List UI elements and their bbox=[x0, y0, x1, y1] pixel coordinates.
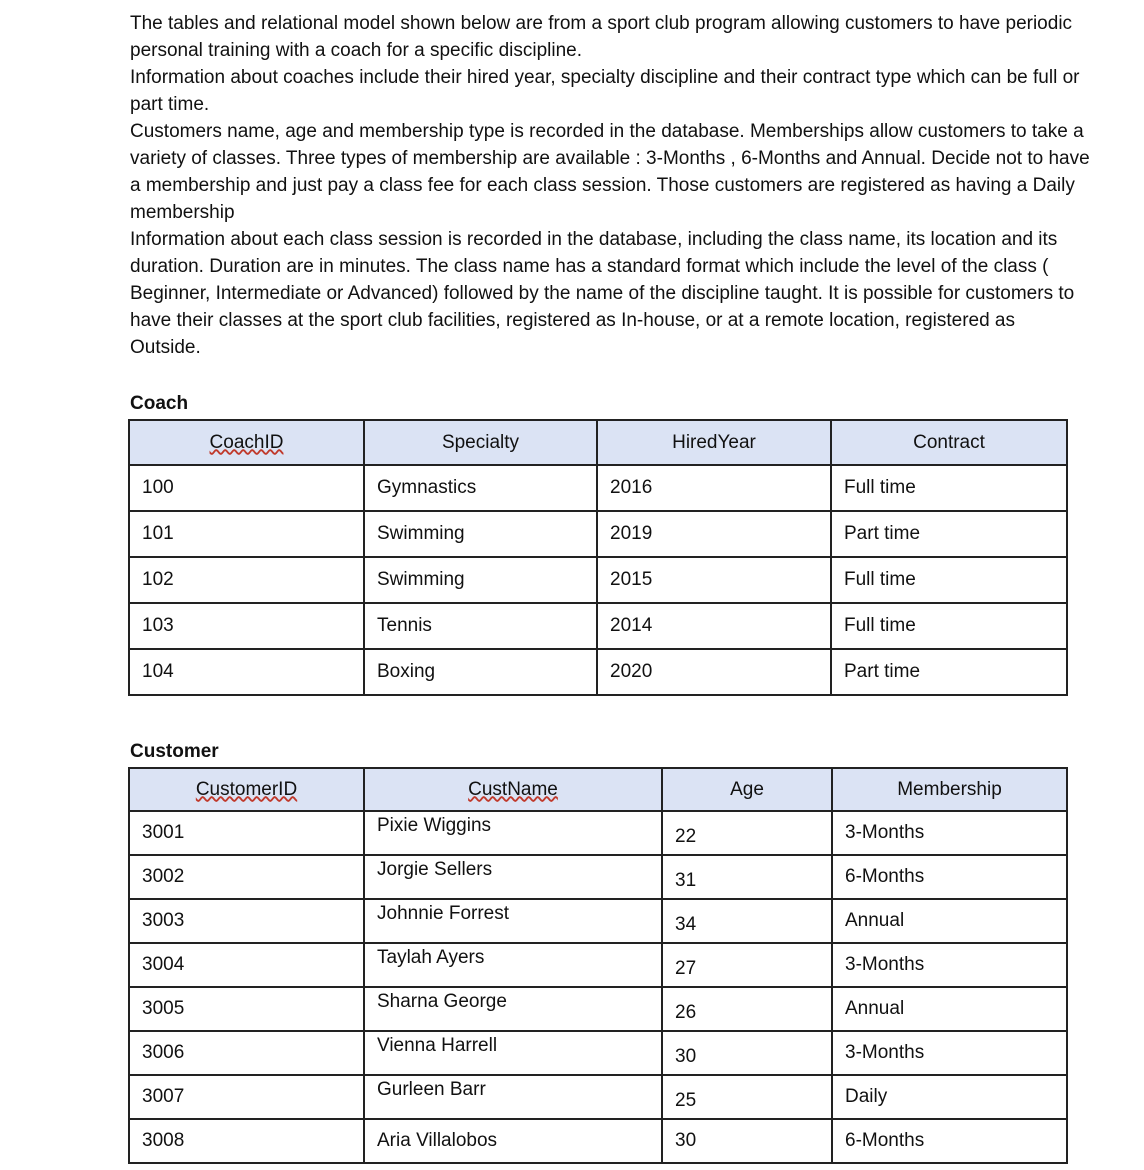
column-header-age: Age bbox=[662, 768, 832, 811]
cell-hiredyear: 2016 bbox=[597, 465, 831, 511]
cell-age: 25 bbox=[662, 1075, 832, 1119]
cell-age: 22 bbox=[662, 811, 832, 855]
cell-customerid: 3006 bbox=[129, 1031, 364, 1075]
cell-hiredyear: 2014 bbox=[597, 603, 831, 649]
cell-customerid: 3004 bbox=[129, 943, 364, 987]
cell-contract: Part time bbox=[831, 511, 1067, 557]
cell-membership: 3-Months bbox=[832, 943, 1067, 987]
cell-contract: Full time bbox=[831, 465, 1067, 511]
cell-customerid: 3007 bbox=[129, 1075, 364, 1119]
primary-key-label: CustomerID bbox=[195, 778, 298, 800]
primary-key-label: CoachID bbox=[209, 431, 284, 453]
cell-customerid: 3003 bbox=[129, 899, 364, 943]
table-row bbox=[129, 855, 1067, 899]
cell-membership: Annual bbox=[832, 987, 1067, 1031]
cell-membership: Daily bbox=[832, 1075, 1067, 1119]
table-header-row bbox=[129, 420, 1067, 465]
table-row bbox=[129, 511, 1067, 557]
cell-custname: Gurleen Barr bbox=[364, 1075, 662, 1119]
column-header-membership: Membership bbox=[832, 768, 1067, 811]
cell-membership: 6-Months bbox=[832, 855, 1067, 899]
cell-specialty: Boxing bbox=[364, 649, 597, 695]
cell-age: 30 bbox=[662, 1031, 832, 1075]
cell-age: 30 bbox=[662, 1119, 832, 1163]
table-row bbox=[129, 557, 1067, 603]
cell-contract: Part time bbox=[831, 649, 1067, 695]
cell-hiredyear: 2019 bbox=[597, 511, 831, 557]
cell-age: 31 bbox=[662, 855, 832, 899]
coach-table-caption: Coach bbox=[130, 393, 189, 414]
table-row bbox=[129, 1075, 1067, 1119]
cell-customerid: 3005 bbox=[129, 987, 364, 1031]
table-row bbox=[129, 465, 1067, 511]
table-row bbox=[129, 649, 1067, 695]
table-row bbox=[129, 811, 1067, 855]
cell-custname: Vienna Harrell bbox=[364, 1031, 662, 1075]
cell-membership: 3-Months bbox=[832, 1031, 1067, 1075]
cell-custname: Johnnie Forrest bbox=[364, 899, 662, 943]
cell-membership: Annual bbox=[832, 899, 1067, 943]
intro-paragraph: Information about each class session is recorded in the database, including the class name, its location and its duration. Duration are in minutes. The class name has a standard format which include the level of the class ( Beginner, Intermediate or Advanced) followed by the name of the discipline taught. It is possible for customers to have their classes at the sport club facilities, registered as In-house, or at a remote location, registered as Outside. bbox=[130, 229, 1075, 358]
cell-age: 26 bbox=[662, 987, 832, 1031]
cell-specialty: Swimming bbox=[364, 511, 597, 557]
cell-customerid: 3008 bbox=[129, 1119, 364, 1163]
cell-contract: Full time bbox=[831, 557, 1067, 603]
intro-paragraph: Customers name, age and membership type is recorded in the database. Memberships allow customers to take a variety of classes. Three types of membership are available : 3-Months , 6-Months and Annual. Decide not to have a membership and just pay a class fee for each class session. Those customers are registered as having a Daily membership bbox=[130, 121, 1090, 223]
cell-customerid: 3001 bbox=[129, 811, 364, 855]
cell-membership: 6-Months bbox=[832, 1119, 1067, 1163]
table-row bbox=[129, 1031, 1067, 1075]
cell-specialty: Gymnastics bbox=[364, 465, 597, 511]
key-label: CustName bbox=[468, 778, 558, 800]
cell-custname: Taylah Ayers bbox=[364, 943, 662, 987]
cell-custname: Sharna George bbox=[364, 987, 662, 1031]
cell-hiredyear: 2020 bbox=[597, 649, 831, 695]
column-header-coachid bbox=[129, 420, 364, 465]
cell-custname: Pixie Wiggins bbox=[364, 811, 662, 855]
column-header-contract: Contract bbox=[831, 420, 1067, 465]
table-header-row bbox=[129, 768, 1067, 811]
table-row bbox=[129, 603, 1067, 649]
cell-custname: Jorgie Sellers bbox=[364, 855, 662, 899]
cell-specialty: Swimming bbox=[364, 557, 597, 603]
column-header-customerid bbox=[129, 768, 364, 811]
cell-contract: Full time bbox=[831, 603, 1067, 649]
table-row bbox=[129, 987, 1067, 1031]
cell-coachid: 102 bbox=[129, 557, 364, 603]
cell-age: 34 bbox=[662, 899, 832, 943]
column-header-hiredyear: HiredYear bbox=[597, 420, 831, 465]
intro-paragraph: Information about coaches include their hired year, specialty discipline and their contract type which can be full or part time. bbox=[130, 67, 1080, 115]
intro-text bbox=[130, 10, 1090, 361]
cell-coachid: 101 bbox=[129, 511, 364, 557]
intro-paragraph: The tables and relational model shown below are from a sport club program allowing customers to have periodic personal training with a coach for a specific discipline. bbox=[130, 13, 1073, 61]
cell-age: 27 bbox=[662, 943, 832, 987]
customer-table bbox=[128, 767, 1068, 1164]
cell-custname: Aria Villalobos bbox=[364, 1119, 662, 1163]
table-row bbox=[129, 899, 1067, 943]
cell-customerid: 3002 bbox=[129, 855, 364, 899]
cell-membership: 3-Months bbox=[832, 811, 1067, 855]
cell-hiredyear: 2015 bbox=[597, 557, 831, 603]
column-header-specialty: Specialty bbox=[364, 420, 597, 465]
cell-coachid: 103 bbox=[129, 603, 364, 649]
cell-specialty: Tennis bbox=[364, 603, 597, 649]
column-header-custname bbox=[364, 768, 662, 811]
customer-table-caption: Customer bbox=[130, 741, 219, 762]
table-row bbox=[129, 943, 1067, 987]
cell-coachid: 104 bbox=[129, 649, 364, 695]
cell-coachid: 100 bbox=[129, 465, 364, 511]
table-row bbox=[129, 1119, 1067, 1163]
coach-table bbox=[128, 419, 1068, 696]
